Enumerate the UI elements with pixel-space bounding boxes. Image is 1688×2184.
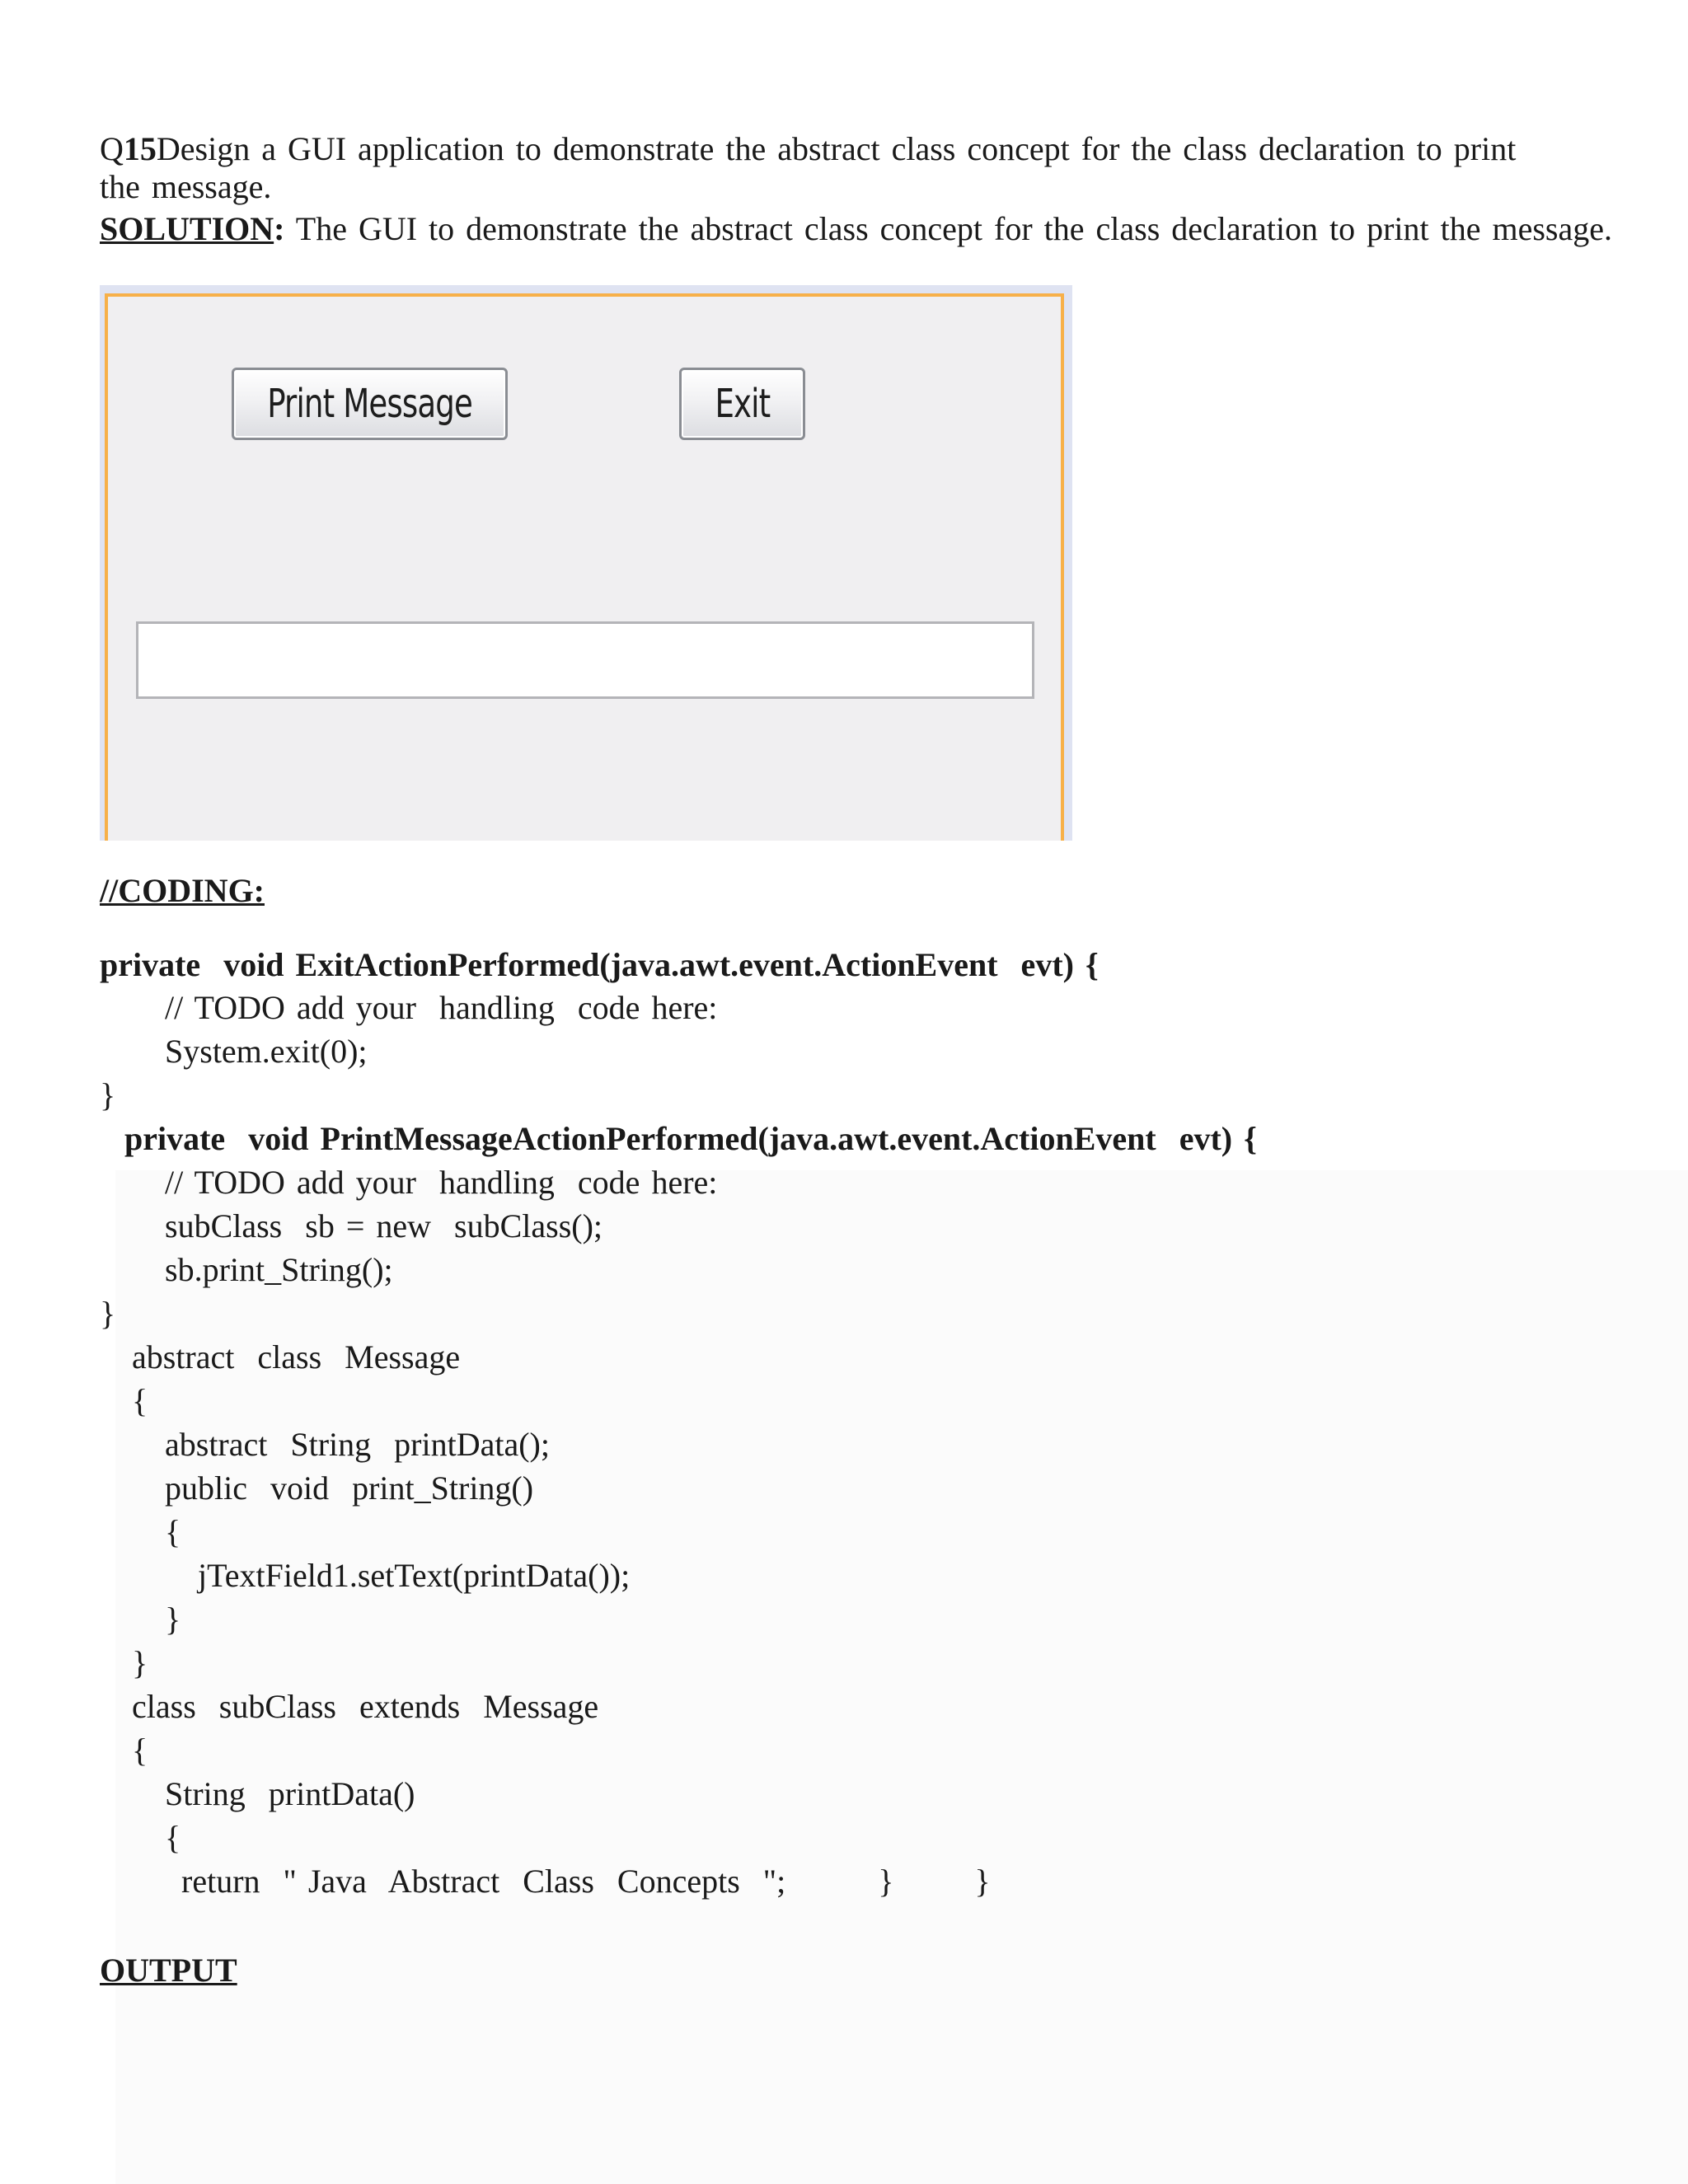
question-text — [100, 130, 1567, 206]
solution-text: The GUI to demonstrate the abstract class concept for the class declaration to print the message. — [284, 210, 1613, 247]
code-line: sb.print_String(); — [165, 1251, 393, 1288]
code-line: { — [132, 1382, 148, 1419]
code-line: subClass sb = new subClass(); — [165, 1207, 603, 1244]
code-line: jTextField1.setText(printData()); — [198, 1557, 631, 1594]
print-message-button-label: Print Message — [267, 381, 472, 427]
solution-label: SOLUTION — [100, 210, 274, 247]
exit-button-label: Exit — [715, 381, 770, 427]
solution-line — [100, 210, 1666, 248]
code-line: class subClass extends Message — [132, 1688, 599, 1725]
code-line: // TODO add your handling code here: — [165, 1164, 718, 1201]
code-line: // TODO add your handling code here: — [165, 989, 718, 1026]
message-text-field[interactable] — [136, 621, 1034, 699]
exit-button[interactable] — [679, 368, 805, 440]
code-line: System.exit(0); — [165, 1033, 368, 1070]
solution-colon: : — [274, 210, 285, 247]
code-line: { — [165, 1819, 181, 1856]
code-line: } — [100, 1076, 116, 1113]
print-message-button[interactable] — [232, 368, 508, 440]
page-background-shade — [115, 1170, 1688, 2184]
gui-window-frame — [105, 293, 1064, 841]
question-prefix: Q — [100, 130, 124, 167]
question-number: 15 — [123, 130, 157, 167]
code-line: abstract String printData(); — [165, 1426, 550, 1463]
code-line: String printData() — [165, 1775, 415, 1812]
code-line: private void PrintMessageActionPerformed(java.awt.event.ActionEvent evt) { — [124, 1120, 1257, 1157]
code-line: { — [165, 1513, 181, 1550]
code-line: public void print_String() — [165, 1469, 534, 1507]
code-line: private void ExitActionPerformed(java.awt.event.ActionEvent evt) { — [100, 946, 1099, 983]
code-line: abstract class Message — [132, 1338, 461, 1376]
code-line: } — [132, 1644, 148, 1681]
question-body: Design a GUI application to demonstrate the abstract class concept for the class declaration to print the message. — [100, 130, 1517, 205]
code-line: } — [100, 1295, 116, 1332]
code-line: { — [132, 1732, 148, 1769]
output-heading: OUTPUT — [100, 1952, 237, 1989]
code-line: } — [165, 1601, 181, 1638]
gui-screenshot — [100, 285, 1072, 841]
coding-heading: //CODING: — [100, 872, 265, 909]
code-line: return " Java Abstract Class Concepts "; } } — [181, 1863, 991, 1900]
